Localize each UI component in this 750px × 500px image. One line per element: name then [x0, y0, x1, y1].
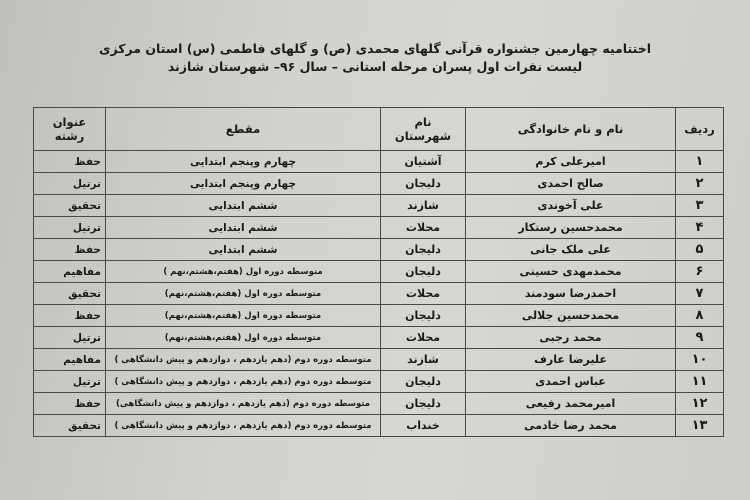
- row-stage: ششم ابتدایی: [106, 217, 381, 239]
- header-city-line1: نام: [414, 115, 432, 129]
- row-stage: متوسطه دوره اول (هفتم،هشتم،نهم): [106, 305, 381, 327]
- table-row: [34, 173, 724, 195]
- winners-table-wrap: [33, 107, 723, 437]
- row-num: ۵: [676, 239, 724, 261]
- row-city: محلات: [381, 283, 466, 305]
- row-field: ترتیل: [34, 371, 106, 393]
- row-field: حفظ: [34, 305, 106, 327]
- row-num: ۲: [676, 173, 724, 195]
- header-field-line1: عنوان: [52, 115, 87, 129]
- row-num: ۳: [676, 195, 724, 217]
- row-num: ۱۱: [676, 371, 724, 393]
- table-row: [34, 415, 724, 437]
- header-title: اختتامیه چهارمین جشنواره قرآنی گلهای محمدی (ص) و گلهای فاطمی (س) استان مرکزی: [99, 41, 651, 56]
- table-row: [34, 305, 724, 327]
- row-stage: متوسطه دوره دوم (دهم یازدهم ، دوازدهم و پیش دانشگاهی ): [106, 415, 381, 437]
- row-city: خنداب: [381, 415, 466, 437]
- row-stage: متوسطه دوره اول (هفتم،هشتم،نهم): [106, 327, 381, 349]
- row-name: محمد رجبی: [466, 327, 676, 349]
- row-stage: چهارم وپنجم ابتدایی: [106, 173, 381, 195]
- table-row: [34, 195, 724, 217]
- row-name: احمدرضا سودمند: [466, 283, 676, 305]
- table-row: [34, 217, 724, 239]
- header-subtitle: لیست نفرات اول پسران مرحله استانی – سال ۹۶– شهرستان شازند: [167, 59, 583, 74]
- row-name: محمدمهدی حسینی: [466, 261, 676, 283]
- row-city: دلیجان: [381, 371, 466, 393]
- header-stage: مقطع: [106, 108, 381, 151]
- row-num: ۴: [676, 217, 724, 239]
- row-city: دلیجان: [381, 173, 466, 195]
- row-field: ترتیل: [34, 327, 106, 349]
- row-name: امیرعلی کرم: [466, 151, 676, 173]
- table-row: [34, 151, 724, 173]
- row-num: ۸: [676, 305, 724, 327]
- row-stage: متوسطه دوره اول (هفتم،هشتم،نهم): [106, 283, 381, 305]
- row-field: تحقیق: [34, 283, 106, 305]
- header-city-line2: شهرستان: [394, 129, 452, 143]
- row-city: شازند: [381, 349, 466, 371]
- table-header-row: [34, 108, 724, 151]
- row-stage: متوسطه دوره دوم (دهم یازدهم ، دوازدهم و پیش دانشگاهی ): [106, 349, 381, 371]
- row-field: تحقیق: [34, 415, 106, 437]
- row-stage: متوسطه دوره دوم (دهم یازدهم ، دوازدهم و پیش دانشگاهی): [106, 393, 381, 415]
- document-header: [0, 40, 750, 76]
- row-stage: متوسطه دوره دوم (دهم یازدهم ، دوازدهم و پیش دانشگاهی ): [106, 371, 381, 393]
- row-num: ۱: [676, 151, 724, 173]
- row-city: محلات: [381, 217, 466, 239]
- row-stage: متوسطه دوره اول (هفتم،هشتم،نهم ): [106, 261, 381, 283]
- row-name: عباس احمدی: [466, 371, 676, 393]
- row-num: ۶: [676, 261, 724, 283]
- table-row: [34, 239, 724, 261]
- row-field: مفاهیم: [34, 349, 106, 371]
- row-field: حفظ: [34, 393, 106, 415]
- row-field: حفظ: [34, 239, 106, 261]
- row-name: علی ملک جانی: [466, 239, 676, 261]
- row-city: دلیجان: [381, 393, 466, 415]
- row-city: آشتیان: [381, 151, 466, 173]
- header-name: نام و نام خانوادگی: [466, 108, 676, 151]
- row-city: دلیجان: [381, 239, 466, 261]
- table-row: [34, 283, 724, 305]
- header-num: ردیف: [676, 108, 724, 151]
- table-row: [34, 327, 724, 349]
- table-row: [34, 349, 724, 371]
- row-name: صالح احمدی: [466, 173, 676, 195]
- row-stage: ششم ابتدایی: [106, 195, 381, 217]
- row-num: ۱۰: [676, 349, 724, 371]
- table-body: [34, 151, 724, 437]
- row-field: تحقیق: [34, 195, 106, 217]
- table-row: [34, 393, 724, 415]
- row-field: مفاهیم: [34, 261, 106, 283]
- row-city: دلیجان: [381, 261, 466, 283]
- winners-table: [33, 107, 724, 437]
- row-stage: ششم ابتدایی: [106, 239, 381, 261]
- header-field: [34, 108, 106, 151]
- row-name: علی آخوندی: [466, 195, 676, 217]
- row-stage: چهارم وپنجم ابتدایی: [106, 151, 381, 173]
- header-city: [381, 108, 466, 151]
- row-name: محمد رضا خادمی: [466, 415, 676, 437]
- row-field: ترتیل: [34, 217, 106, 239]
- header-field-line2: رشته: [54, 129, 85, 143]
- row-num: ۷: [676, 283, 724, 305]
- row-field: ترتیل: [34, 173, 106, 195]
- row-city: محلات: [381, 327, 466, 349]
- table-row: [34, 371, 724, 393]
- table-row: [34, 261, 724, 283]
- row-city: دلیجان: [381, 305, 466, 327]
- row-name: محمدحسین رستکار: [466, 217, 676, 239]
- row-name: علیرضا عارف: [466, 349, 676, 371]
- row-num: ۱۳: [676, 415, 724, 437]
- row-name: امیرمحمد رفیعی: [466, 393, 676, 415]
- row-field: حفظ: [34, 151, 106, 173]
- row-num: ۱۲: [676, 393, 724, 415]
- row-city: شازند: [381, 195, 466, 217]
- row-name: محمدحسین جلالی: [466, 305, 676, 327]
- row-num: ۹: [676, 327, 724, 349]
